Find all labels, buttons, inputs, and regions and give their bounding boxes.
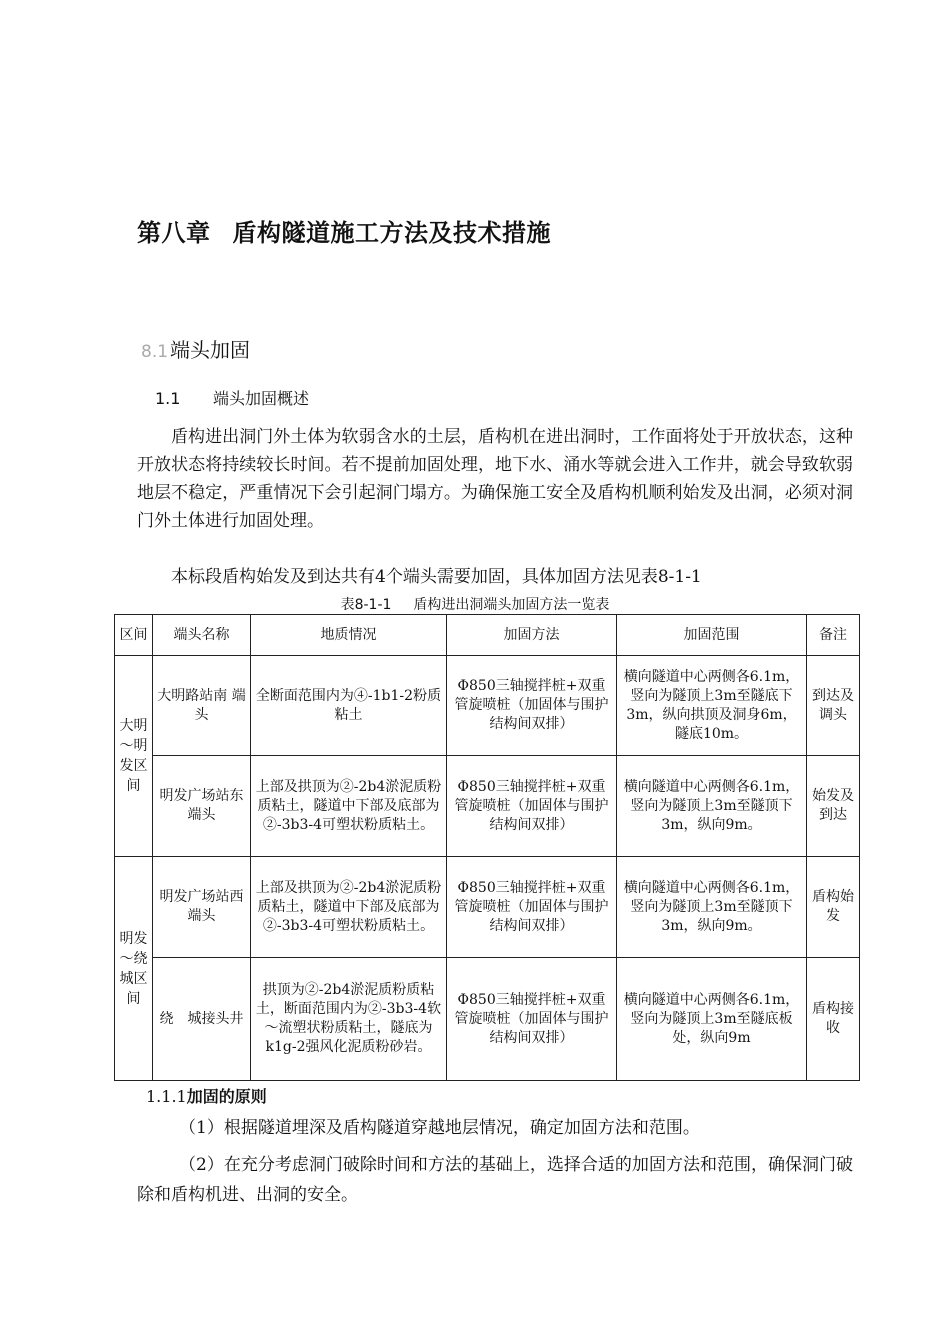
name-cell: 明发广场站东端头: [153, 756, 251, 857]
overview-paragraph: 盾构进出洞门外土体为软弱含水的土层，盾构机在进出洞时，工作面将处于开放状态，这种开放状态将持续较长时间。若不提前加固处理，地下水、涌水等就会进入工作井，就会导致软弱地层不稳定，严重情况下会引起洞门塌方。为确保施工安全及盾构机顺利始发及出洞，必须对洞门外土体进行加固处理。: [137, 427, 853, 531]
table-row: [115, 756, 860, 857]
range-cell: 横向隧道中心两侧各6.1m，竖向为隧顶上3m至隧顶下3m，纵向9m。: [617, 756, 807, 857]
zone-cell: 明发～绕城区间: [115, 857, 153, 1081]
chapter-number: 第八章: [137, 219, 211, 247]
name-cell: 大明路站南 端 头: [153, 656, 251, 756]
subsection-heading: [155, 386, 309, 409]
table-row: [115, 958, 860, 1081]
principle-item: （2）在充分考虑洞门破除时间和方法的基础上，选择合适的加固方法和范围，确保洞门破除和盾构机进、出洞的安全。: [137, 1155, 853, 1205]
table-caption: [0, 594, 950, 614]
range-cell: 横向隧道中心两侧各6.1m，竖向为隧顶上3m至隧顶下3m，纵向9m。: [617, 857, 807, 958]
name-cell: 明发广场站西端头: [153, 857, 251, 958]
range-cell: 横向隧道中心两侧各6.1m，竖向为隧顶上3m至隧底板处，纵向9m: [617, 958, 807, 1081]
section-number: 8.1: [141, 342, 169, 362]
table-caption-title: 盾构进出洞端头加固方法一览表: [413, 597, 610, 613]
table-row: [115, 656, 860, 756]
note-cell: 始发及到达: [807, 756, 860, 857]
note-cell: 到达及调头: [807, 656, 860, 756]
table-header-row: [115, 615, 860, 656]
reinforcement-table: [114, 614, 860, 1081]
chapter-title-text: 盾构隧道施工方法及技术措施: [232, 219, 551, 247]
method-cell: Φ850三轴搅拌桩+双重管旋喷桩（加固体与围护结构间双排）: [447, 656, 617, 756]
zone-cell: 大明～明发区间: [115, 656, 153, 857]
geology-cell: 全断面范围内为④-1b1-2粉质粘土: [251, 656, 447, 756]
chapter-title: [137, 213, 551, 248]
principles-heading: [146, 1084, 267, 1107]
method-cell: Φ850三轴搅拌桩+双重管旋喷桩（加固体与围护结构间双排）: [447, 958, 617, 1081]
subsection-number: 1.1: [155, 389, 181, 408]
header-geology: 地质情况: [251, 615, 447, 656]
geology-cell: 上部及拱顶为②-2b4淤泥质粉质粘土，隧道中下部及底部为②-3b3-4可塑状粉质粘土。: [251, 857, 447, 958]
geology-cell: 上部及拱顶为②-2b4淤泥质粉质粘土，隧道中下部及底部为②-3b3-4可塑状粉质粘土。: [251, 756, 447, 857]
note-cell: 盾构始发: [807, 857, 860, 958]
section-heading: [141, 334, 250, 363]
header-name: 端头名称: [153, 615, 251, 656]
table-caption-number: 表8-1-1: [340, 597, 392, 613]
section-title-text: 端头加固: [170, 338, 251, 362]
geology-cell: 拱顶为②-2b4淤泥质粉质粘土，断面范围内为②-3b3-4软～流塑状粉质粘土，隧底为k1g-2强风化泥质粉砂岩。: [251, 958, 447, 1081]
principle-item: （1）根据隧道埋深及盾构隧道穿越地层情况，确定加固方法和范围。: [179, 1118, 700, 1138]
table-reference-paragraph: 本标段盾构始发及到达共有4个端头需要加固，具体加固方法见表8-1-1: [171, 567, 702, 587]
note-cell: 盾构接收: [807, 958, 860, 1081]
method-cell: Φ850三轴搅拌桩+双重管旋喷桩（加固体与围护结构间双排）: [447, 857, 617, 958]
header-note: 备注: [807, 615, 860, 656]
range-cell: 横向隧道中心两侧各6.1m，竖向为隧顶上3m至隧底下3m，纵向拱顶及洞身6m，隧底10m。: [617, 656, 807, 756]
method-cell: Φ850三轴搅拌桩+双重管旋喷桩（加固体与围护结构间双排）: [447, 756, 617, 857]
principles-title: 加固的原则: [186, 1087, 267, 1106]
table-row: [115, 857, 860, 958]
name-cell: 绕 城接头井: [153, 958, 251, 1081]
principles-number: 1.1.1: [146, 1087, 187, 1106]
header-zone: 区间: [115, 615, 153, 656]
subsection-title-text: 端头加固概述: [213, 389, 310, 408]
header-range: 加固范围: [617, 615, 807, 656]
header-method: 加固方法: [447, 615, 617, 656]
